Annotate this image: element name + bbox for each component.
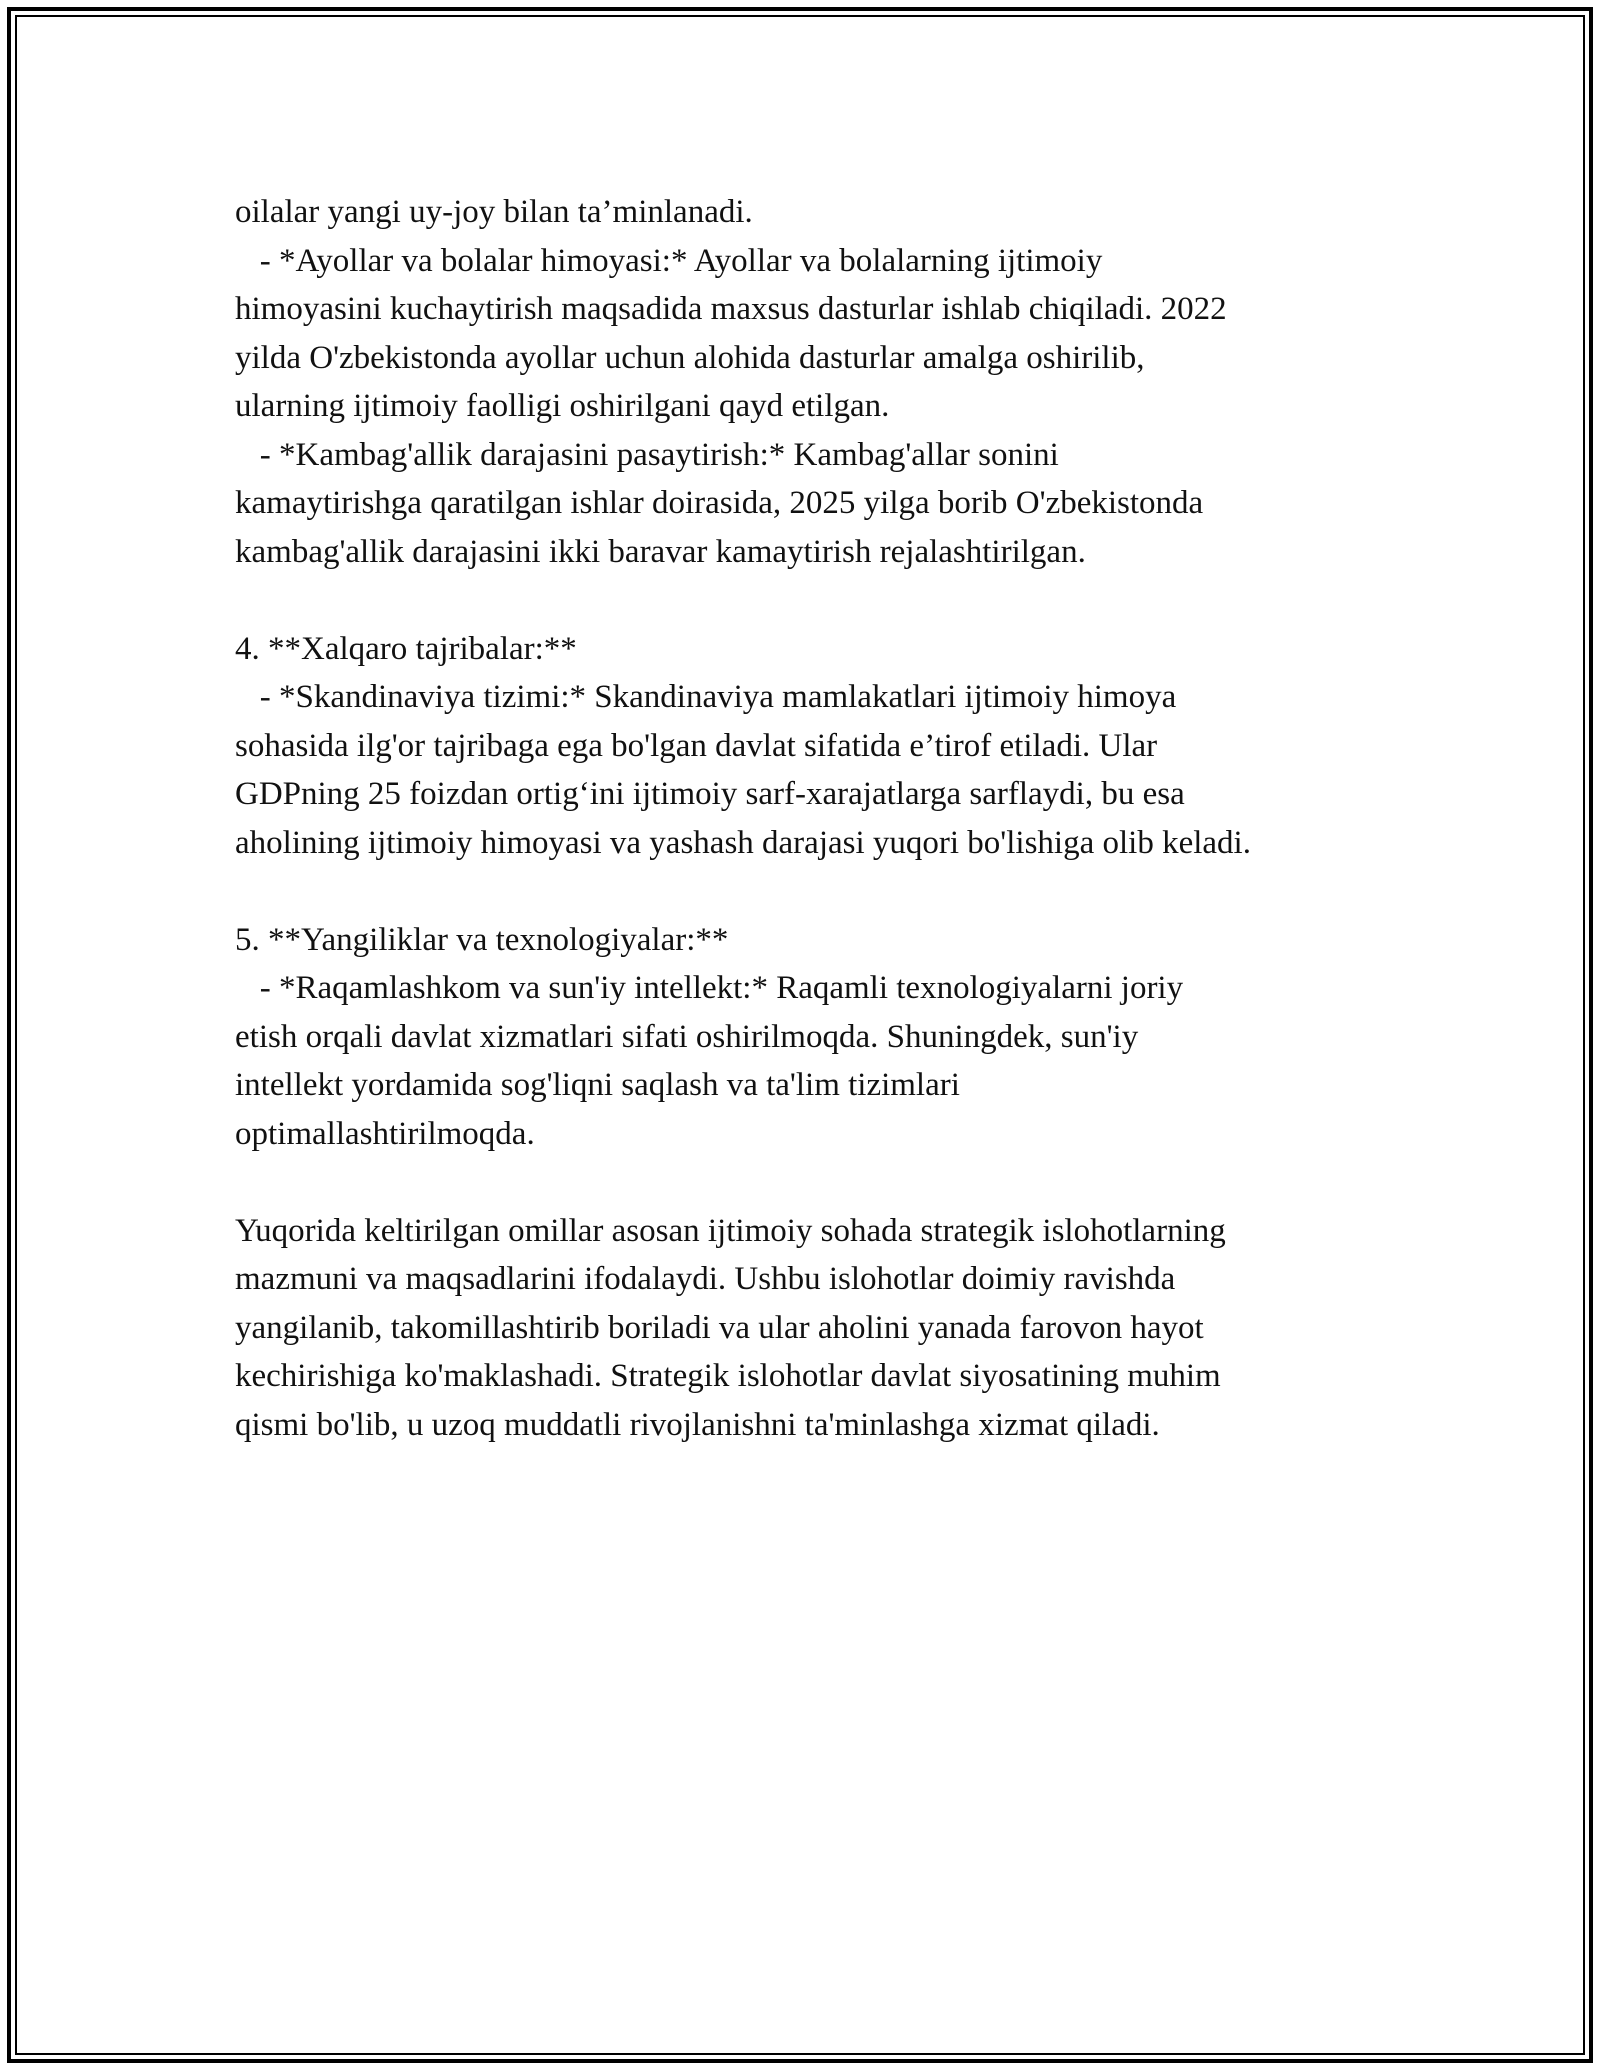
- blank-line: [235, 1158, 1385, 1207]
- text-line: aholining ijtimoiy himoyasi va yashash darajasi yuqori bo'lishiga olib keladi.: [235, 824, 1251, 861]
- section-heading-international: 4. **Xalqaro tajribalar:**: [235, 630, 577, 667]
- blank-line: [235, 867, 1385, 916]
- document-body: [235, 188, 1385, 1449]
- list-item-scandinavia: - *Skandinaviya tizimi:* Skandinaviya mamlakatlari ijtimoiy himoya: [235, 679, 1177, 715]
- list-item-poverty: - *Kambag'allik darajasini pasaytirish:* Kambag'allar sonini: [235, 436, 1059, 473]
- text-line: kamaytirishga qaratilgan ishlar doirasida, 2025 yilga borib O'zbekistonda: [235, 485, 1204, 521]
- text-line: etish orqali davlat xizmatlari sifati oshirilmoqda. Shuningdek, sun'iy: [235, 1018, 1139, 1055]
- section-heading-technology: 5. **Yangiliklar va texnologiyalar:**: [235, 921, 729, 958]
- conclusion-paragraph-line: kechirishiga ko'maklashadi. Strategik islohotlar davlat siyosatining muhim: [235, 1358, 1221, 1394]
- text-line: oilalar yangi uy-joy bilan ta’minlanadi.: [235, 194, 753, 230]
- blank-line: [235, 576, 1385, 625]
- text-line: himoyasini kuchaytirish maqsadida maxsus dasturlar ishlab chiqiladi. 2022: [235, 291, 1227, 327]
- text-line: kambag'allik darajasini ikki baravar kamaytirish rejalashtirilgan.: [235, 533, 1086, 570]
- text-line: optimallashtirilmoqda.: [235, 1115, 535, 1152]
- list-item-digitalization: - *Raqamlashkom va sun'iy intellekt:* Raqamli texnologiyalarni joriy: [235, 970, 1184, 1006]
- text-line: sohasida ilg'or tajribaga ega bo'lgan davlat sifatida e’tirof etiladi. Ular: [235, 727, 1158, 764]
- text-line: ularning ijtimoiy faolligi oshirilgani qayd etilgan.: [235, 388, 890, 424]
- conclusion-paragraph-line: qismi bo'lib, u uzoq muddatli rivojlanishni ta'minlashga xizmat qiladi.: [235, 1406, 1160, 1443]
- conclusion-paragraph-line: Yuqorida keltirilgan omillar asosan ijtimoiy sohada strategik islohotlarning: [235, 1212, 1226, 1249]
- text-line: intellekt yordamida sog'liqni saqlash va ta'lim tizimlari: [235, 1067, 960, 1103]
- conclusion-paragraph-line: yangilanib, takomillashtirib boriladi va ular aholini yanada farovon hayot: [235, 1309, 1204, 1346]
- list-item-women-children: - *Ayollar va bolalar himoyasi:* Ayollar va bolalarning ijtimoiy: [235, 242, 1103, 279]
- text-line: yilda O'zbekistonda ayollar uchun alohida dasturlar amalga oshirilib,: [235, 339, 1145, 376]
- text-line: GDPning 25 foizdan ortig‘ini ijtimoiy sarf-xarajatlarga sarflaydi, bu esa: [235, 776, 1185, 812]
- conclusion-paragraph-line: mazmuni va maqsadlarini ifodalaydi. Ushbu islohotlar doimiy ravishda: [235, 1261, 1176, 1297]
